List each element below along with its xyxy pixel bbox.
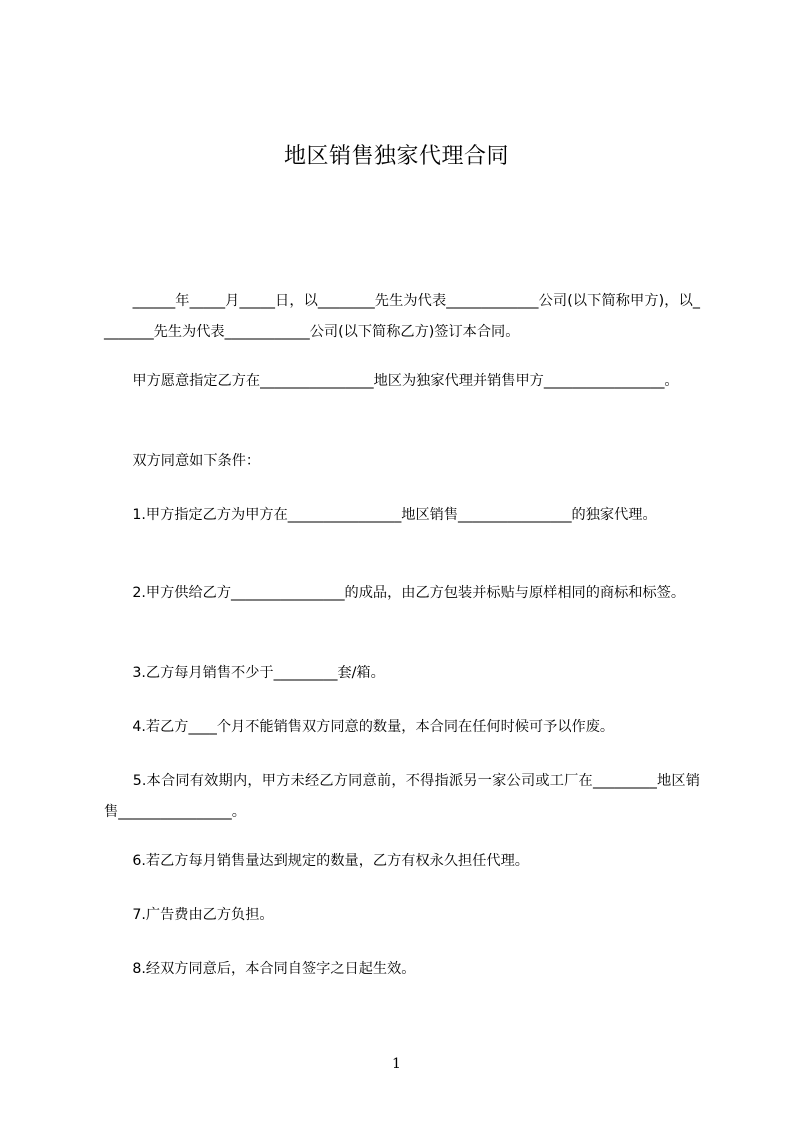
document-title: 地区销售独家代理合同 (283, 144, 509, 169)
clause-7: 7.广告费由乙方负担。 (104, 907, 274, 923)
clause-1: 1.甲方指定乙方为甲方在________________地区销售________________的独家代理。 (104, 507, 657, 523)
clause-8: 8.经双方同意后，本合同自签字之日起生效。 (104, 961, 416, 977)
clause-6: 6.若乙方每月销售量达到规定的数量，乙方有权永久担任代理。 (104, 853, 529, 869)
paragraph-conditions-intro: 双方同意如下条件： (104, 453, 261, 469)
page-number: 1 (392, 1056, 401, 1072)
clause-4: 4.若乙方____个月不能销售双方同意的数量，本合同在任何时候可予以作废。 (104, 719, 615, 735)
paragraph-parties: ______年_____月_____日，以________先生为代表_____________公司(以下简称甲方)，以________先生为代表____________公司(以下简称乙方)签订本合同。 (104, 293, 700, 340)
clause-2: 2.甲方供给乙方________________的成品，由乙方包装并标贴与原样相同的商标和标签。 (104, 585, 686, 601)
clause-3: 3.乙方每月销售不少于_________套/箱。 (104, 665, 385, 681)
clause-5: 5.本合同有效期内，甲方未经乙方同意前，不得指派另一家公司或工厂在_________地区销售________________。 (104, 773, 700, 820)
paragraph-appointment: 甲方愿意指定乙方在________________地区为独家代理并销售甲方_________________。 (104, 373, 679, 389)
